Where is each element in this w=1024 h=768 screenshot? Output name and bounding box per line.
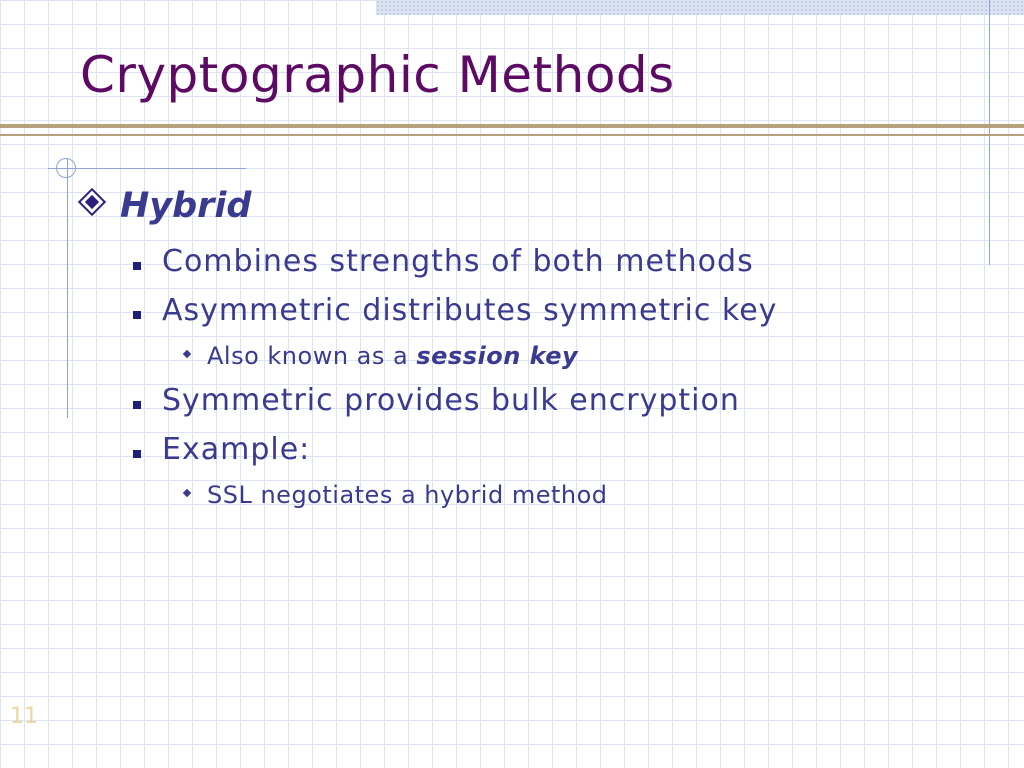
list-item-text: Symmetric provides bulk encryption	[162, 383, 740, 418]
square-bullet-icon	[133, 450, 141, 458]
decorative-crosshair-h	[48, 168, 246, 169]
small-diamond-icon	[183, 489, 191, 497]
sub-list-item-text: SSL negotiates a hybrid method	[207, 481, 608, 509]
list-item-text: Example:	[162, 432, 311, 467]
list-item-text: Asymmetric distributes symmetric key	[162, 293, 778, 328]
decorative-crosshair-v	[67, 158, 68, 418]
bullet-heading: Hybrid	[120, 186, 252, 226]
title-rule-thick	[0, 124, 1024, 128]
right-vertical-rule	[989, 0, 990, 265]
small-diamond-icon	[183, 350, 191, 358]
slide-title: Cryptographic Methods	[80, 46, 675, 104]
square-bullet-icon	[133, 262, 141, 270]
emphasis-text: session key	[416, 342, 579, 370]
square-bullet-icon	[133, 401, 141, 409]
page-number: 11	[10, 704, 38, 729]
square-bullet-icon	[133, 311, 141, 319]
top-decorative-strip	[376, 0, 1024, 15]
title-rule-thin	[0, 134, 1024, 136]
sub-list-item-text: Also known as a session key	[207, 342, 579, 370]
decorative-circle	[56, 158, 76, 178]
list-item-text: Combines strengths of both methods	[162, 244, 754, 279]
